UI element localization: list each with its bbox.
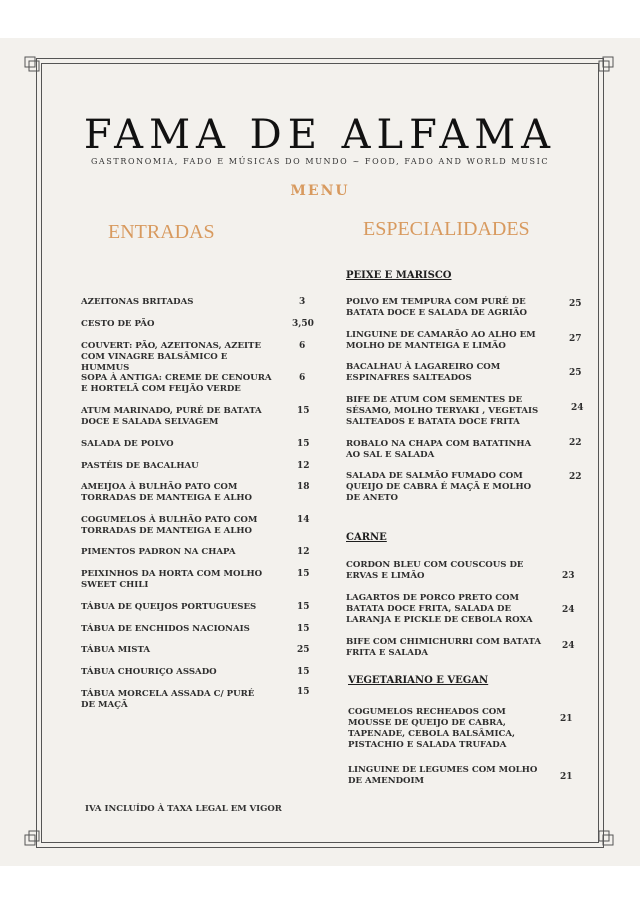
restaurant-title: FAMA DE ALFAMA bbox=[83, 112, 557, 158]
menu-item-price: 24 bbox=[562, 605, 575, 615]
menu-item-name: LINGUINE DE LEGUMES COM MOLHO DE AMENDOIM bbox=[348, 765, 538, 786]
section-peixe-marisco: PEIXE E MARISCO bbox=[346, 270, 452, 281]
menu-item-name: PASTÉIS DE BACALHAU bbox=[81, 461, 199, 471]
menu-item-price: 15 bbox=[297, 569, 310, 579]
menu-item-name: ROBALO NA CHAPA COM BATATINHA AO SAL E SALADA bbox=[346, 439, 532, 460]
menu-item-name: COUVERT: PÃO, AZEITONAS, AZEITE COM VINAGRE BALSÂMICO E HUMMUS bbox=[81, 341, 262, 373]
menu-item-price: 6 bbox=[299, 341, 306, 351]
menu-item-name: TÁBUA DE QUEIJOS PORTUGUESES bbox=[81, 602, 257, 612]
menu-item-price: 3,50 bbox=[292, 319, 314, 329]
menu-item-price: 18 bbox=[297, 482, 310, 492]
section-carne: CARNE bbox=[346, 532, 387, 543]
menu-item-price: 24 bbox=[562, 641, 575, 651]
menu-item-price: 15 bbox=[297, 602, 310, 612]
menu-item-name: TÁBUA MISTA bbox=[81, 645, 151, 655]
menu-item-name: BACALHAU À LAGAREIRO COM ESPINAFRES SALTEADOS bbox=[346, 362, 501, 383]
menu-item-name: COGUMELOS À BULHÃO PATO COM TORRADAS DE MANTEIGA E ALHO bbox=[81, 515, 258, 536]
menu-item-price: 3 bbox=[299, 297, 306, 307]
menu-item-price: 15 bbox=[297, 624, 310, 634]
menu-item-name: TÁBUA CHOURIÇO ASSADO bbox=[81, 667, 217, 677]
corner-ornament-icon bbox=[24, 56, 44, 76]
menu-item-name: PIMENTOS PADRON NA CHAPA bbox=[81, 547, 236, 557]
menu-label: MENU bbox=[290, 183, 350, 199]
corner-ornament-icon bbox=[592, 824, 612, 844]
menu-item-price: 15 bbox=[297, 406, 310, 416]
menu-item-price: 25 bbox=[297, 645, 310, 655]
menu-item-name: LAGARTOS DE PORCO PRETO COM BATATA DOCE FRITA, SALADA DE LARANJA E PICKLE DE CEBOLA ROXA bbox=[346, 593, 533, 625]
restaurant-subtitle: GASTRONOMIA, FADO E MÚSICAS DO MUNDO ~ FOOD, FADO AND WORLD MUSIC bbox=[90, 157, 550, 166]
menu-item-price: 24 bbox=[571, 403, 584, 413]
section-vegetariano-vegan: VEGETARIANO E VEGAN bbox=[348, 675, 489, 686]
menu-item-name: BIFE DE ATUM COM SEMENTES DE SÉSAMO, MOLHO TERYAKI , VEGETAIS SALTEADOS E BATATA DOCE FRITA bbox=[346, 395, 539, 427]
menu-item-price: 14 bbox=[297, 515, 310, 525]
menu-item-price: 23 bbox=[562, 571, 575, 581]
menu-item-price: 15 bbox=[297, 667, 310, 677]
menu-item-name: POLVO EM TEMPURA COM PURÉ DE BATATA DOCE E SALADA DE AGRIÃO bbox=[346, 297, 528, 318]
menu-page bbox=[0, 38, 640, 866]
menu-item-name: AZEITONAS BRITADAS bbox=[81, 297, 194, 307]
corner-ornament-icon bbox=[24, 824, 44, 844]
menu-item-name: PEIXINHOS DA HORTA COM MOLHO SWEET CHILI bbox=[81, 569, 263, 590]
menu-item-price: 15 bbox=[297, 687, 310, 697]
menu-item-name: SOPA À ANTIGA: CREME DE CENOURA E HORTELÃ COM FEIJÃO VERDE bbox=[81, 373, 272, 394]
menu-item-price: 15 bbox=[297, 439, 310, 449]
menu-item-price: 12 bbox=[297, 461, 310, 471]
menu-item-name: AMEIJOA À BULHÃO PATO COM TORRADAS DE MANTEIGA E ALHO bbox=[81, 482, 253, 503]
menu-item-price: 21 bbox=[560, 714, 573, 724]
menu-item-price: 12 bbox=[297, 547, 310, 557]
tax-note: IVA INCLUÍDO À TAXA LEGAL EM VIGOR bbox=[85, 804, 282, 814]
menu-item-price: 21 bbox=[560, 772, 573, 782]
corner-ornament-icon bbox=[592, 56, 612, 76]
menu-item-price: 25 bbox=[569, 299, 582, 309]
heading-entradas: ENTRADAS bbox=[108, 221, 215, 243]
menu-item-name: TÁBUA DE ENCHIDOS NACIONAIS bbox=[81, 624, 250, 634]
menu-item-price: 27 bbox=[569, 334, 582, 344]
menu-item-name: BIFE COM CHIMICHURRI COM BATATA FRITA E SALADA bbox=[346, 637, 542, 658]
menu-item-name: CORDON BLEU COM COUSCOUS DE ERVAS E LIMÃO bbox=[346, 560, 524, 581]
menu-item-name: CESTO DE PÃO bbox=[81, 319, 155, 329]
menu-item-price: 6 bbox=[299, 373, 306, 383]
menu-item-price: 22 bbox=[569, 472, 582, 482]
menu-item-name: ATUM MARINADO, PURÉ DE BATATA DOCE E SALADA SELVAGEM bbox=[81, 406, 262, 427]
menu-item-name: LINGUINE DE CAMARÃO AO ALHO EM MOLHO DE MANTEIGA E LIMÃO bbox=[346, 330, 536, 351]
menu-item-name: SALADA DE POLVO bbox=[81, 439, 174, 449]
menu-item-name: SALADA DE SALMÃO FUMADO COM QUEIJO DE CABRA É MAÇÃ E MOLHO DE ANETO bbox=[346, 471, 532, 503]
menu-item-name: TÁBUA MORCELA ASSADA C/ PURÉ DE MAÇÃ bbox=[81, 689, 255, 710]
menu-item-price: 22 bbox=[569, 438, 582, 448]
menu-item-price: 25 bbox=[569, 368, 582, 378]
heading-especialidades: ESPECIALIDADES bbox=[363, 218, 530, 240]
menu-item-name: COGUMELOS RECHEADOS COM MOUSSE DE QUEIJO DE CABRA, TAPENADE, CEBOLA BALSÂMICA, PISTACHIO E SALADA TRUFADA bbox=[348, 707, 515, 750]
